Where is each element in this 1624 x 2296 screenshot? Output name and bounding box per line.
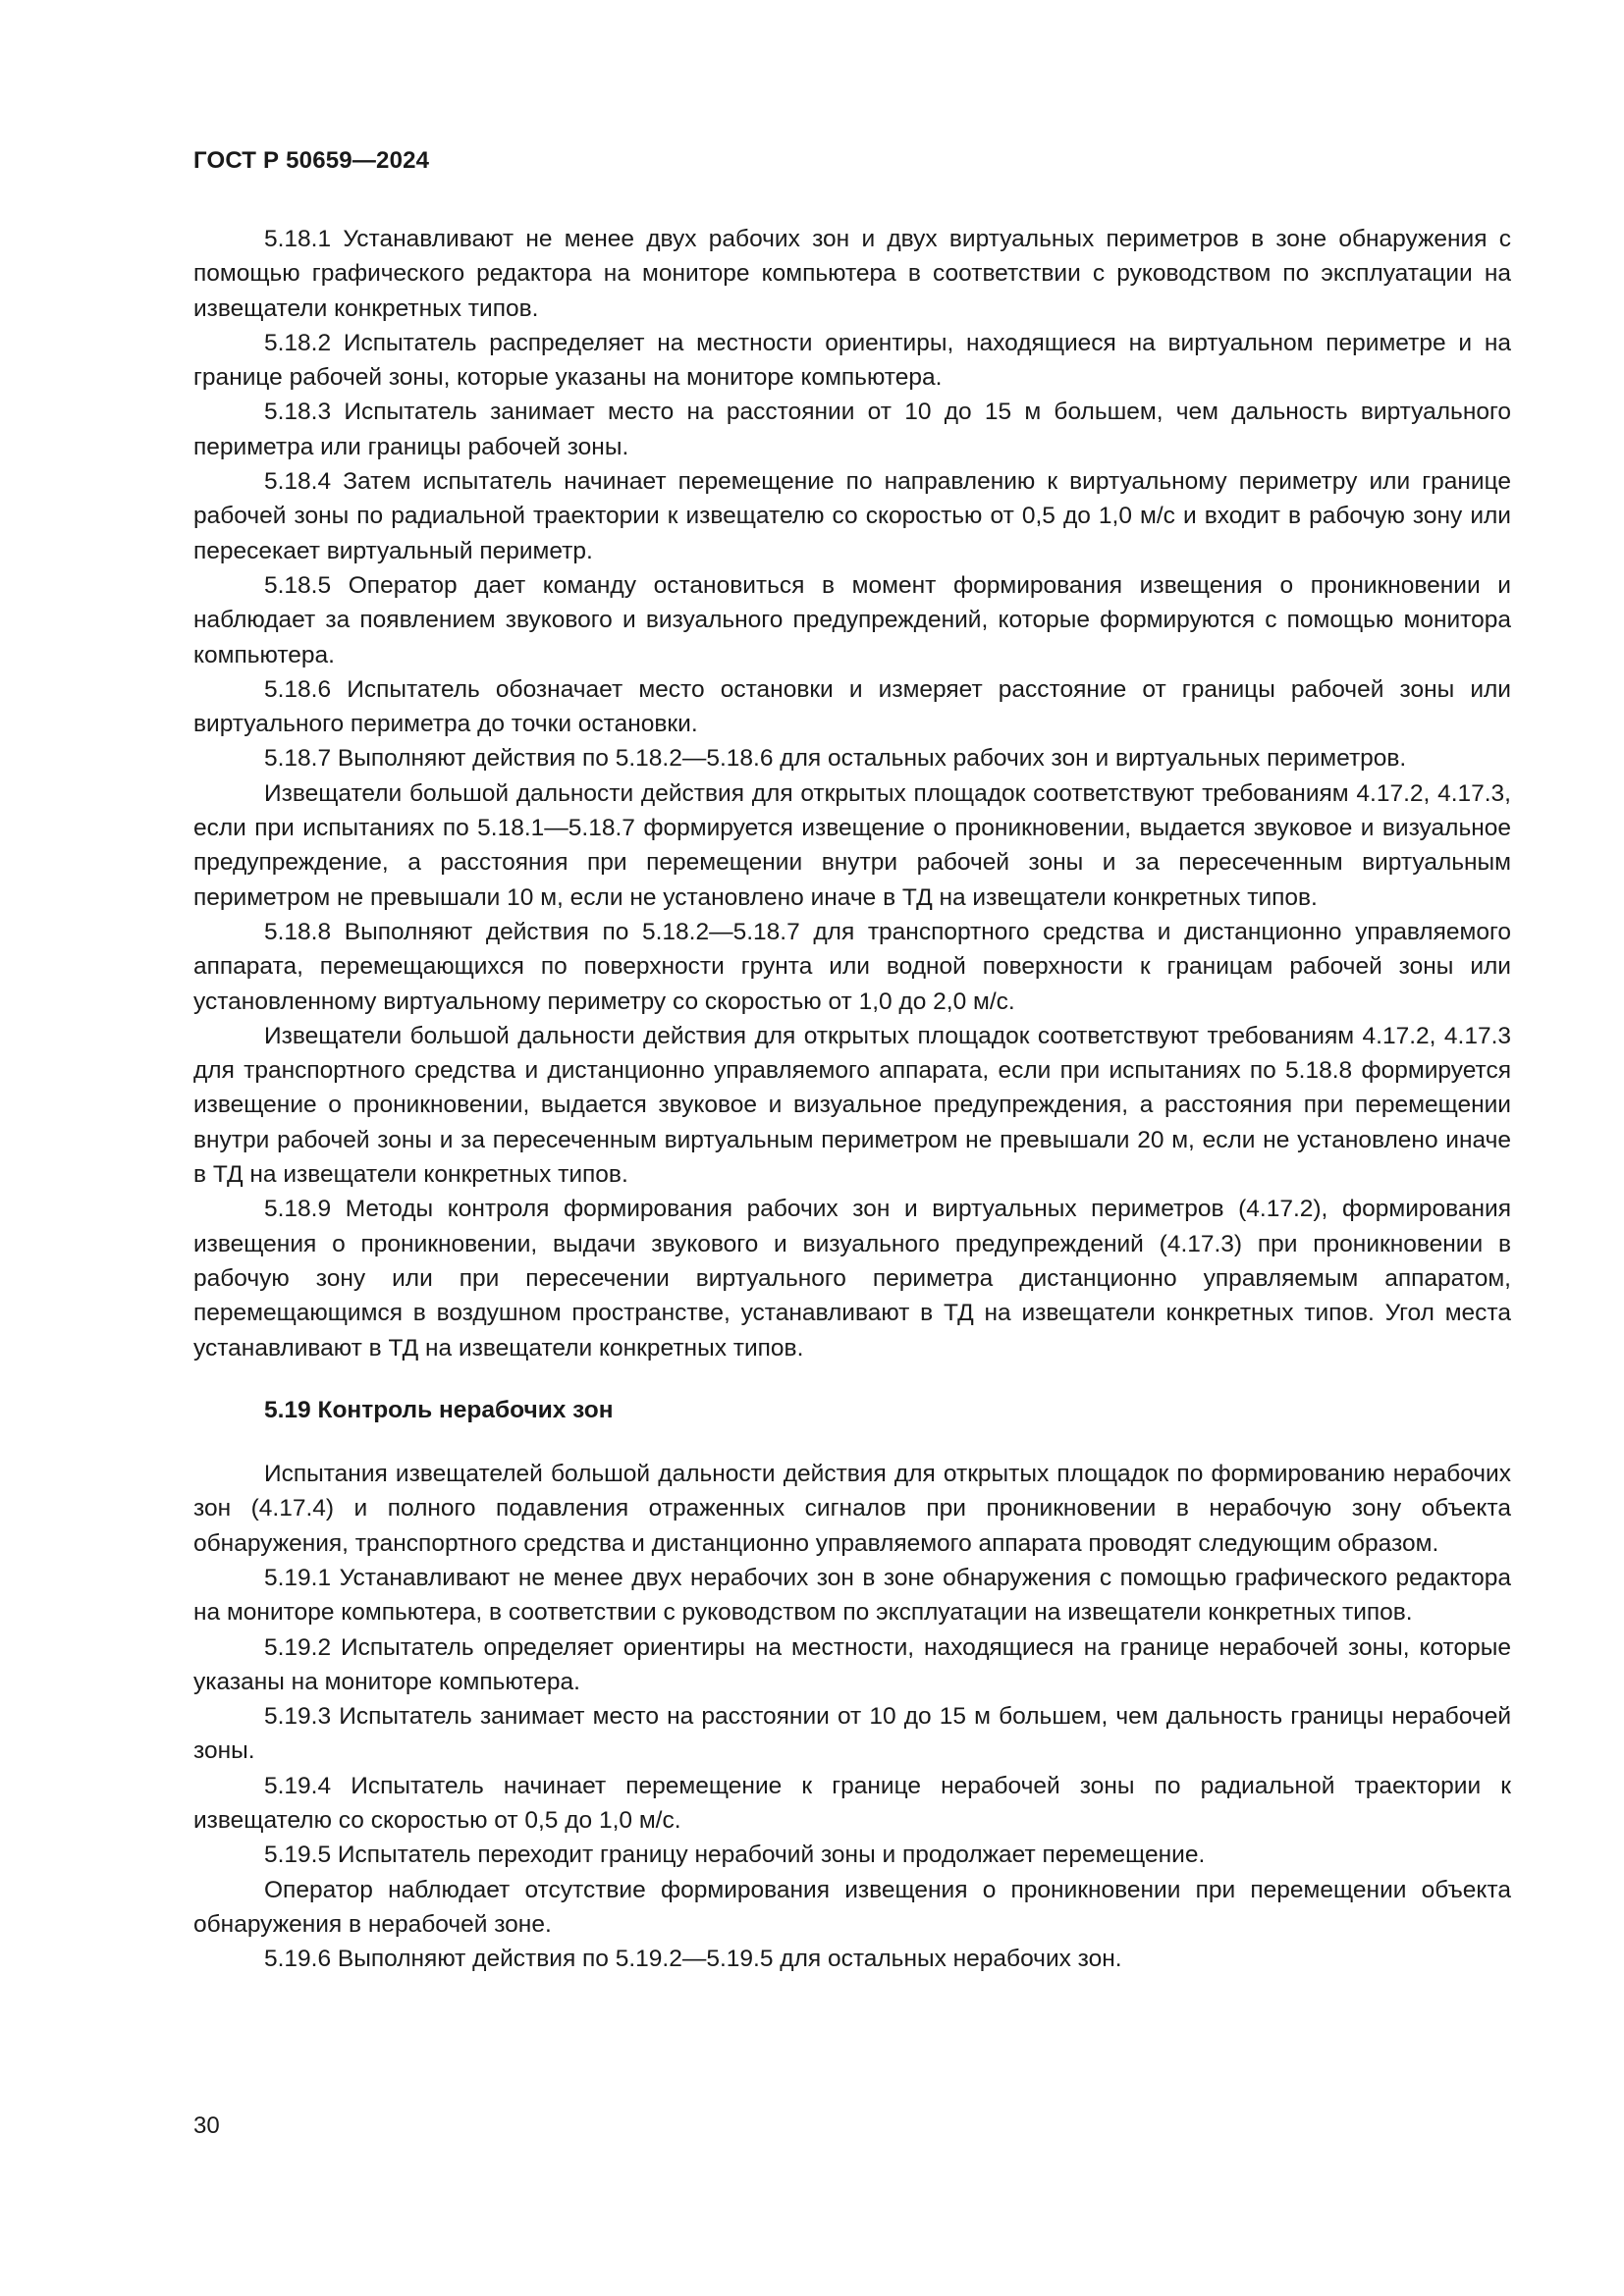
paragraph-5-18-7: 5.18.7 Выполняют действия по 5.18.2—5.18.6 для остальных рабочих зон и виртуальных периметров. [264,745,1407,773]
paragraph-5-18-8: 5.18.8 Выполняют действия по 5.18.2—5.18.7 для транспортного средства и дистанционно управляемого аппарата, перемещающихся по поверхности грунта или водной поверхности к границам рабочей зоны или установленному виртуальному периметру со скоростью от 1,0 до 2,0 м/с. [193,918,1511,1015]
paragraph-5-19-4: 5.19.4 Испытатель начинает перемещение к границе нерабочей зоны по радиальной траектории к извещателю со скоростью от 0,5 до 1,0 м/с. [193,1772,1511,1835]
paragraph-5-18-3: 5.18.3 Испытатель занимает место на расстоянии от 10 до 15 м большем, чем дальность виртуального периметра или границы рабочей зоны. [193,399,1511,460]
paragraph-5-18-9: 5.18.9 Методы контроля формирования рабочих зон и виртуальных периметров (4.17.2), формирования извещения о проникновении, выдачи звукового и визуального предупреждений (4.17.3) при проникновении в рабочую зону или при пересечении виртуального периметра дистанционно управляемым аппаратом, перемещающимся в воздушном пространстве, устанавливают в ТД на извещатели конкретных типов. Угол места устанавливают в ТД на извещатели конкретных типов. [193,1196,1511,1362]
paragraph-5-18-1: 5.18.1 Устанавливают не менее двух рабочих зон и двух виртуальных периметров в зоне обнаружения с помощью графического редактора на мониторе компьютера в соответствии с руководством по эксплуатации на извещатели конкретных типов. [193,226,1511,322]
section-title-5-19: 5.19 Контроль нерабочих зон [264,1396,614,1423]
paragraph-5-19-2: 5.19.2 Испытатель определяет ориентиры на местности, находящиеся на границе нерабочей зоны, которые указаны на мониторе компьютера. [193,1633,1511,1695]
paragraph-requirements-2: Извещатели большой дальности действия для открытых площадок соответствуют требованиям 4.17.2, 4.17.3 для транспортного средства и дистанционно управляемого аппарата, если при испытаниях по 5.18.8 формируется извещение о проникновении, выдается звуковое и визуальное предупреждения, а расстояния при перемещении внутри рабочей зоны и за пересеченным виртуальным периметром не превышали 20 м, если не установлено иначе в ТД на извещатели конкретных типов. [193,1022,1511,1189]
paragraph-5-18-2: 5.18.2 Испытатель распределяет на местности ориентиры, находящиеся на виртуальном периметре и на границе рабочей зоны, которые указаны на мониторе компьютера. [193,329,1511,392]
paragraph-5-19-1: 5.19.1 Устанавливают не менее двух нерабочих зон в зоне обнаружения с помощью графического редактора на мониторе компьютера, в соответствии с руководством по эксплуатации на извещатели конкретных типов. [193,1564,1511,1627]
paragraph-5-19-3: 5.19.3 Испытатель занимает место на расстоянии от 10 до 15 м большем, чем дальность границы нерабочей зоны. [193,1703,1511,1765]
page-number: 30 [193,2112,220,2139]
paragraph-5-19-intro: Испытания извещателей большой дальности действия для открытых площадок по формированию нерабочих зон (4.17.4) и полного подавления отраженных сигналов при проникновении в нерабочую зону объекта обнаружения, транспортного средства и дистанционно управляемого аппарата проводят следующим образом. [193,1461,1511,1557]
paragraph-5-18-4: 5.18.4 Затем испытатель начинает перемещение по направлению к виртуальному периметру или границе рабочей зоны по радиальной траектории к извещателю со скоростью от 0,5 до 1,0 м/с и входит в рабочую зону или пересекает виртуальный периметр. [193,468,1511,564]
paragraph-operator-observation: Оператор наблюдает отсутствие формирования извещения о проникновении при перемещении объекта обнаружения в нерабочей зоне. [193,1876,1511,1938]
paragraph-5-19-6: 5.19.6 Выполняют действия по 5.19.2—5.19.5 для остальных нерабочих зон. [264,1946,1122,1973]
paragraph-requirements-1: Извещатели большой дальности действия для открытых площадок соответствуют требованиям 4.17.2, 4.17.3, если при испытаниях по 5.18.1—5.18.7 формируется извещение о проникновении, выдается звуковое и визуальное предупреждение, а расстояния при перемещении внутри рабочей зоны и за пересеченным виртуальным периметром не превышали 10 м, если не установлено иначе в ТД на извещатели конкретных типов. [193,779,1511,911]
paragraph-5-18-5: 5.18.5 Оператор дает команду остановиться в момент формирования извещения о проникновении и наблюдает за появлением звукового и визуального предупреждений, которые формируются с помощью монитора компьютера. [193,571,1511,668]
document-body [193,222,1511,1977]
paragraph-5-18-6: 5.18.6 Испытатель обозначает место остановки и измеряет расстояние от границы рабочей зоны или виртуального периметра до точки остановки. [193,675,1511,738]
document-code-header: ГОСТ Р 50659—2024 [193,147,430,174]
paragraph-5-19-5: 5.19.5 Испытатель переходит границу нерабочий зоны и продолжает перемещение. [264,1842,1206,1869]
